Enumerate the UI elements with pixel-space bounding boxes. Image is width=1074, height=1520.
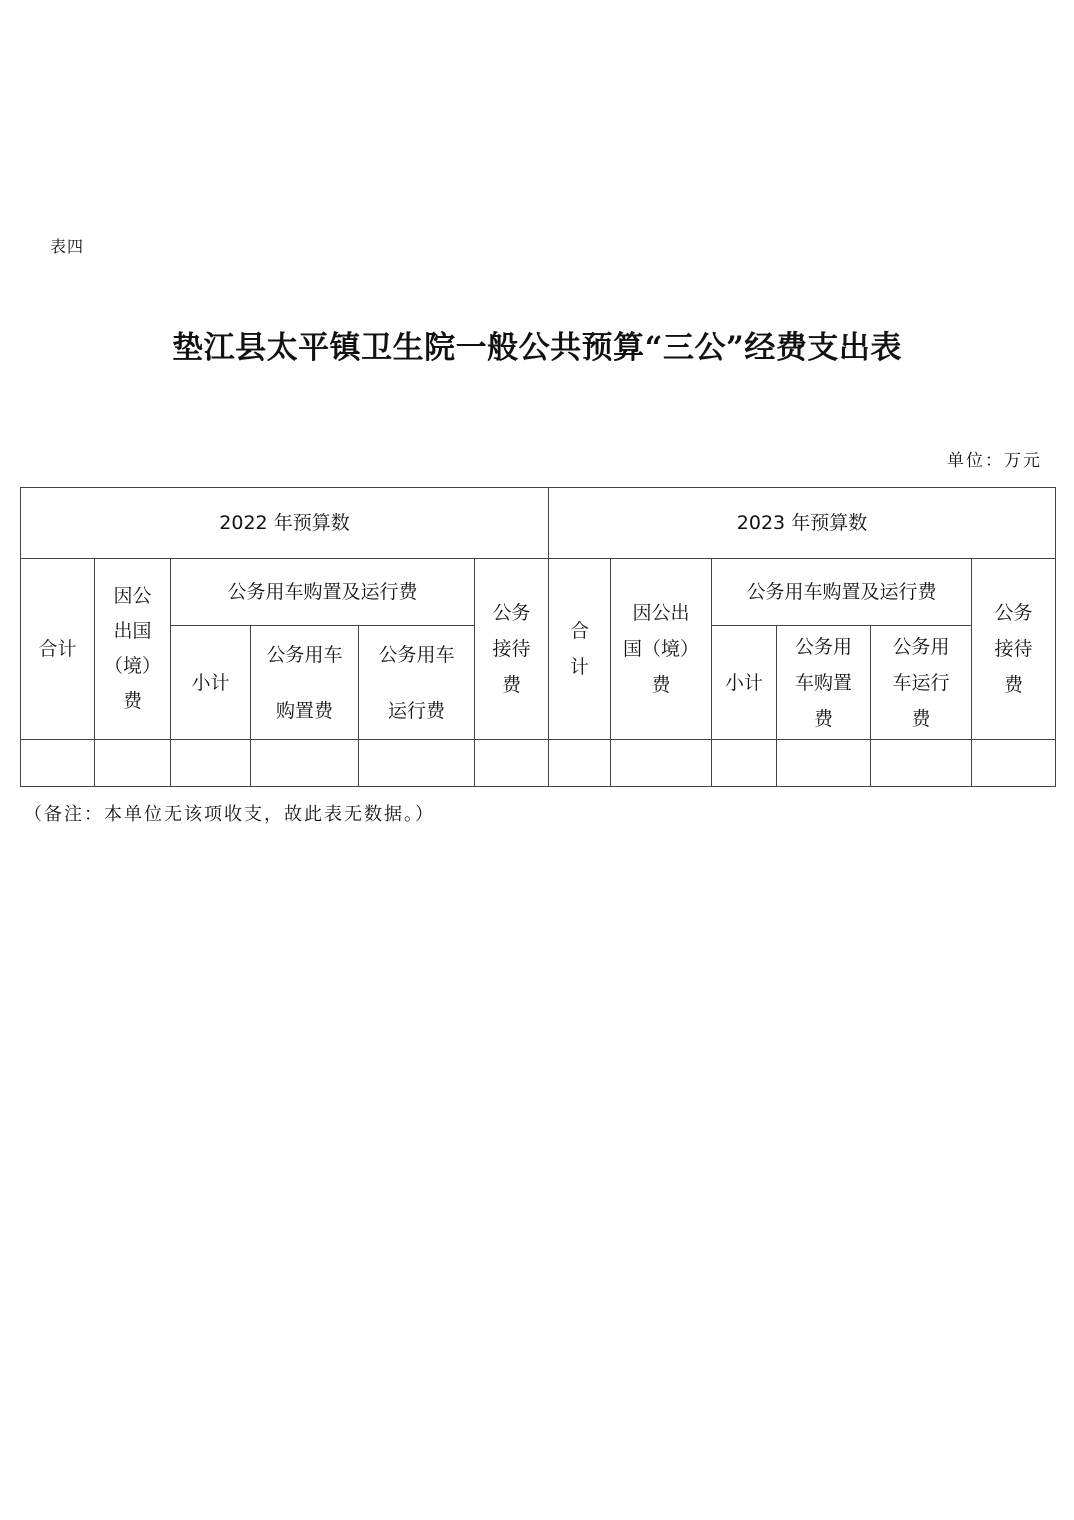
- header-2023-vehicle-group: 公务用车购置及运行费: [712, 559, 972, 626]
- cell-2023-overseas: [611, 740, 712, 787]
- header-2022-total: 合计: [21, 559, 95, 740]
- header-2022-vehicle-purchase: 公务用车 购置费: [251, 626, 359, 740]
- document-title: 垫江县太平镇卫生院一般公共预算“三公”经费支出表: [172, 330, 902, 366]
- header-2023-budget: 2023 年预算数: [549, 488, 1056, 559]
- table-number-label: 表四: [50, 237, 85, 256]
- data-row: [21, 740, 1056, 787]
- cell-2022-reception: [475, 740, 549, 787]
- cell-2022-total: [21, 740, 95, 787]
- header-2022-subtotal: 小计: [171, 626, 251, 740]
- header-2022-overseas: 因公 出国 （境） 费: [95, 559, 171, 740]
- category-header-row: [21, 559, 1056, 626]
- cell-2023-total: [549, 740, 611, 787]
- three-public-expenses-table: [20, 487, 1056, 787]
- cell-2023-reception: [972, 740, 1056, 787]
- cell-2023-vehicle-operation: [871, 740, 972, 787]
- cell-2022-overseas: [95, 740, 171, 787]
- header-2022-budget: 2022 年预算数: [21, 488, 549, 559]
- header-2023-overseas: 因公出 国（境） 费: [611, 559, 712, 740]
- header-2023-subtotal: 小计: [712, 626, 777, 740]
- unit-label: 单位：万元: [947, 451, 1042, 471]
- header-2023-total: 合 计: [549, 559, 611, 740]
- header-2023-reception: 公务 接待 费: [972, 559, 1056, 740]
- cell-2022-vehicle-operation: [359, 740, 475, 787]
- cell-2022-subtotal: [171, 740, 251, 787]
- header-2023-vehicle-purchase: 公务用 车购置 费: [777, 626, 871, 740]
- header-2022-vehicle-group: 公务用车购置及运行费: [171, 559, 475, 626]
- cell-2022-vehicle-purchase: [251, 740, 359, 787]
- remark-note: （备注：本单位无该项收支，故此表无数据。）: [24, 804, 435, 825]
- header-2023-vehicle-operation: 公务用 车运行 费: [871, 626, 972, 740]
- header-2022-vehicle-operation: 公务用车 运行费: [359, 626, 475, 740]
- header-2022-reception: 公务 接待 费: [475, 559, 549, 740]
- cell-2023-subtotal: [712, 740, 777, 787]
- cell-2023-vehicle-purchase: [777, 740, 871, 787]
- year-header-row: [21, 488, 1056, 559]
